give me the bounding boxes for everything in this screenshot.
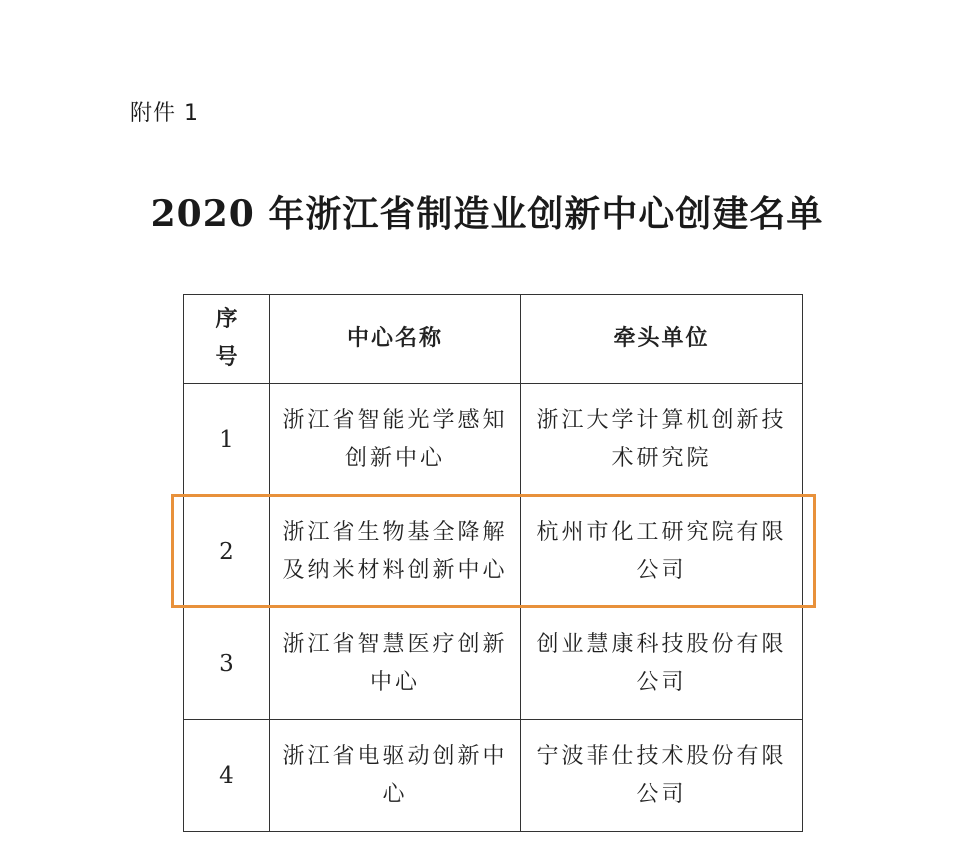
table-row — [184, 720, 803, 832]
header-lead-unit: 牵头单位 — [521, 295, 803, 384]
row-lead-unit: 创业慧康科技股份有限公司 — [521, 608, 803, 720]
center-list-table — [183, 294, 803, 832]
table-row — [184, 496, 803, 608]
row-center-name: 浙江省电驱动创新中心 — [270, 720, 521, 832]
row-index: 1 — [184, 384, 270, 496]
document-title: 2020 年浙江省制造业创新中心创建名单 — [150, 193, 824, 235]
row-center-name: 浙江省生物基全降解及纳米材料创新中心 — [270, 496, 521, 608]
row-lead-unit: 杭州市化工研究院有限公司 — [521, 496, 803, 608]
table-header-row — [184, 295, 803, 384]
row-center-name: 浙江省智慧医疗创新中心 — [270, 608, 521, 720]
row-center-name: 浙江省智能光学感知创新中心 — [270, 384, 521, 496]
row-index: 2 — [184, 496, 270, 608]
table-row — [184, 608, 803, 720]
attachment-label: 附件 1 — [130, 101, 199, 126]
header-center-name: 中心名称 — [270, 295, 521, 384]
table-row — [184, 384, 803, 496]
row-lead-unit: 宁波菲仕技术股份有限公司 — [521, 720, 803, 832]
row-index: 3 — [184, 608, 270, 720]
row-lead-unit: 浙江大学计算机创新技术研究院 — [521, 384, 803, 496]
row-index: 4 — [184, 720, 270, 832]
header-index: 序号 — [184, 295, 270, 384]
